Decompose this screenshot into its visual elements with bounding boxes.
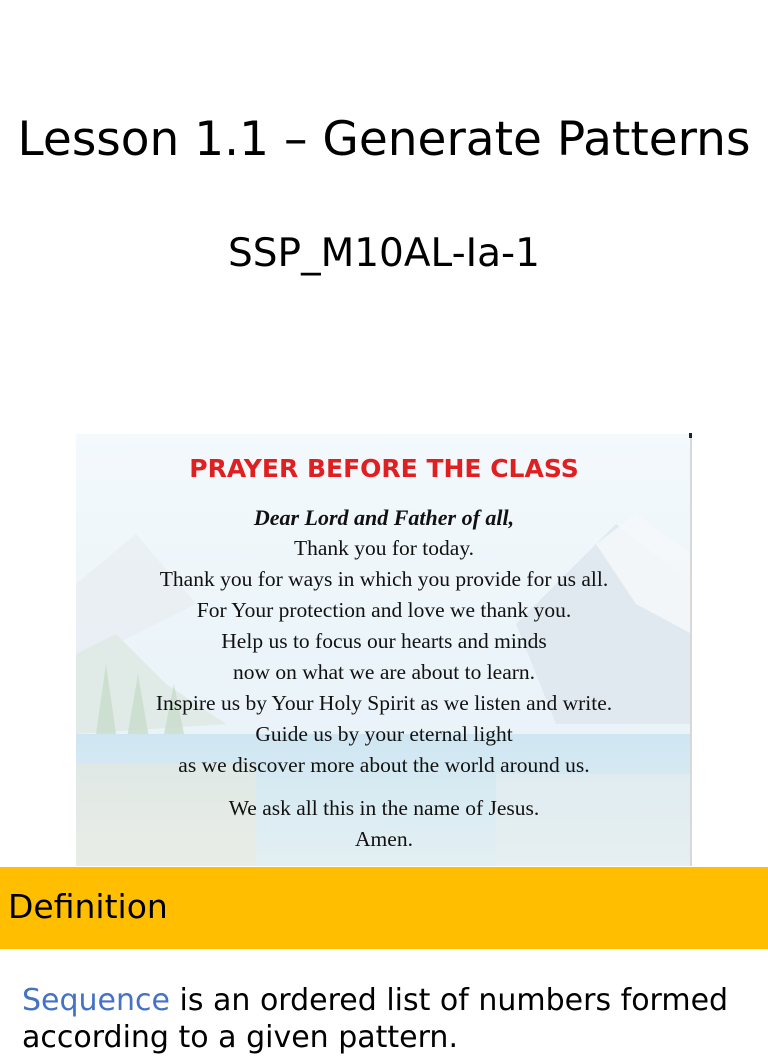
prayer-line: Thank you for ways in which you provide for us all.: [159, 567, 609, 591]
prayer-greeting: Dear Lord and Father of all,: [253, 505, 515, 530]
prayer-line: Thank you for today.: [293, 536, 475, 560]
prayer-line: Help us to focus our hearts and minds: [221, 629, 547, 653]
prayer-line: Inspire us by Your Holy Spirit as we listen and write.: [155, 691, 613, 715]
slide-title: Lesson 1.1 – Generate Patterns: [17, 112, 751, 167]
definition-continuation: according to a given pattern.: [22, 1020, 458, 1055]
prayer-text: [76, 502, 692, 855]
prayer-amen: Amen.: [355, 827, 413, 851]
definition-text: [22, 981, 762, 1021]
prayer-line: as we discover more about the world around us.: [178, 753, 590, 777]
definition-label: Definition: [8, 887, 168, 926]
prayer-line: Guide us by your eternal light: [255, 722, 513, 746]
prayer-line: For Your protection and love we thank you.: [196, 598, 572, 622]
definition-body: is an ordered list of numbers formed: [169, 983, 729, 1018]
prayer-heading: PRAYER BEFORE THE CLASS: [189, 454, 579, 483]
image-edge: [690, 434, 692, 866]
prayer-closing-line: We ask all this in the name of Jesus.: [228, 796, 540, 820]
definition-banner: [0, 867, 768, 949]
definition-term: Sequence: [22, 983, 170, 1018]
image-edge-mark: [689, 433, 692, 438]
prayer-image: [76, 434, 692, 866]
lesson-code: SSP_M10AL-Ia-1: [228, 231, 540, 276]
prayer-line: now on what we are about to learn.: [232, 660, 536, 684]
